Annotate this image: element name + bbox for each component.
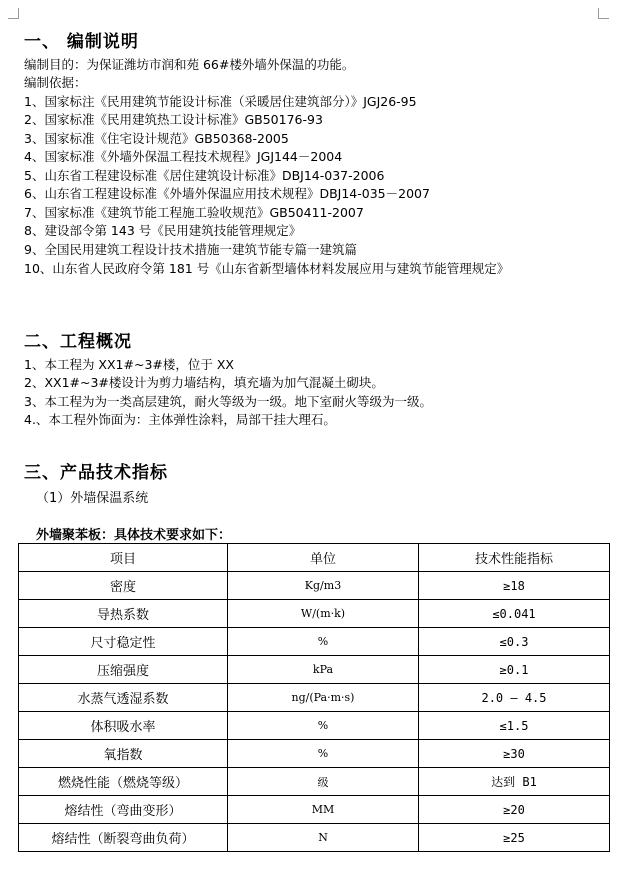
text-line: 7、国家标准《建筑节能工程施工验收规范》GB50411-2007 — [24, 205, 364, 220]
text-line: 1、国家标注《民用建筑节能设计标准（采暖居住建筑部分）》JGJ26-95 — [24, 94, 417, 109]
cell-unit: Kg/m3 — [228, 572, 419, 600]
cell-value: ≥20 — [419, 796, 610, 824]
text-line: 5、山东省工程建设标准《居住建筑设计标准》DBJ14-037-2006 — [24, 168, 385, 183]
cell-value: 2.0 — 4.5 — [419, 684, 610, 712]
section-heading-specs: 三、产品技术指标 — [24, 463, 168, 483]
table-row — [19, 712, 610, 740]
cell-value: ≤0.3 — [419, 628, 610, 656]
cell-value: ≥18 — [419, 572, 610, 600]
text-line: 1、本工程为 XX1#~3#楼，位于 XX — [24, 357, 234, 372]
text-line: 2、国家标准《民用建筑热工设计标准》GB50176-93 — [24, 112, 323, 127]
cell-unit: N — [228, 824, 419, 852]
column-header-unit: 单位 — [228, 544, 419, 572]
cell-item: 水蒸气透湿系数 — [19, 684, 228, 712]
text-line: 3、本工程为为一类高层建筑，耐火等级为一级。地下室耐火等级为一级。 — [24, 394, 432, 409]
column-header-item: 项目 — [19, 544, 228, 572]
cell-item: 密度 — [19, 572, 228, 600]
spec-table — [18, 543, 610, 852]
cell-value: ≥25 — [419, 824, 610, 852]
cell-value: 达到 B1 — [419, 768, 610, 796]
cell-item: 尺寸稳定性 — [19, 628, 228, 656]
text-line: 6、山东省工程建设标准《外墙外保温应用技术规程》DBJ14-035－2007 — [24, 186, 430, 201]
page-corner-mark-left — [8, 8, 19, 19]
cell-item: 氧指数 — [19, 740, 228, 768]
table-row — [19, 600, 610, 628]
cell-unit: ng/(Pa·m·s) — [228, 684, 419, 712]
section-heading-preparation: 一、 编制说明 — [24, 32, 139, 52]
table-header-row — [19, 544, 610, 572]
table-row — [19, 824, 610, 852]
cell-unit: % — [228, 740, 419, 768]
text-line: 2、XX1#~3#楼设计为剪力墙结构，填充墙为加气混凝土砌块。 — [24, 375, 384, 390]
cell-unit: % — [228, 712, 419, 740]
cell-value: ≤1.5 — [419, 712, 610, 740]
subheading: （1）外墙保温系统 — [36, 491, 149, 506]
cell-unit: 级 — [228, 768, 419, 796]
cell-value: ≥0.1 — [419, 656, 610, 684]
table-row — [19, 572, 610, 600]
column-header-value: 技术性能指标 — [419, 544, 610, 572]
cell-unit: MM — [228, 796, 419, 824]
text-line: 4、国家标准《外墙外保温工程技术规程》JGJ144－2004 — [24, 149, 343, 164]
table-row — [19, 796, 610, 824]
cell-value: ≥30 — [419, 740, 610, 768]
table-row — [19, 656, 610, 684]
table-row — [19, 768, 610, 796]
table-caption: 外墙聚苯板：具体技术要求如下： — [36, 528, 232, 543]
text-line: 编制依据： — [24, 75, 87, 90]
text-line: 9、全国民用建筑工程设计技术措施一建筑节能专篇一建筑篇 — [24, 242, 357, 257]
cell-item: 体积吸水率 — [19, 712, 228, 740]
cell-value: ≤0.041 — [419, 600, 610, 628]
table-row — [19, 740, 610, 768]
page-corner-mark-right — [598, 8, 609, 19]
cell-item: 熔结性（断裂弯曲负荷） — [19, 824, 228, 852]
text-line: 10、山东省人民政府令第 181 号《山东省新型墙体材料发展应用与建筑节能管理规定》 — [24, 261, 510, 276]
cell-item: 燃烧性能（燃烧等级） — [19, 768, 228, 796]
text-line: 4.、本工程外饰面为：主体弹性涂料，局部干挂大理石。 — [24, 412, 336, 427]
cell-item: 压缩强度 — [19, 656, 228, 684]
text-line: 8、建设部令第 143 号《民用建筑技能管理规定》 — [24, 223, 302, 238]
table-row — [19, 684, 610, 712]
section-heading-overview: 二、工程概况 — [24, 332, 132, 352]
table-row — [19, 628, 610, 656]
cell-item: 导热系数 — [19, 600, 228, 628]
cell-unit: kPa — [228, 656, 419, 684]
text-line: 3、国家标准《住宅设计规范》GB50368-2005 — [24, 131, 289, 146]
cell-unit: % — [228, 628, 419, 656]
cell-item: 熔结性（弯曲变形） — [19, 796, 228, 824]
cell-unit: W/(m·k) — [228, 600, 419, 628]
text-line: 编制目的：为保证潍坊市润和苑 66#楼外墙外保温的功能。 — [24, 57, 355, 72]
